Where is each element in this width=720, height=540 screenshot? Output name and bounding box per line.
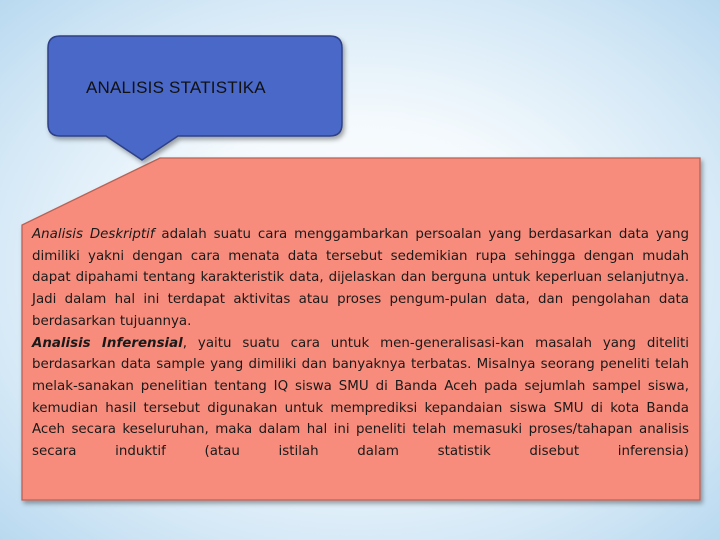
paragraph-inferential-body: , yaitu suatu cara untuk men-generalisasi-kan masalah yang diteliti berdasarkan data sample yang dimiliki dan banyaknya terbatas. Misalnya seorang peneliti telah melak-sanakan penelitian tentang IQ siswa SMU di Banda Aceh pada sejumlah sampel siswa, kemudian hasil tersebut digunakan untuk memprediksi kepandaian siswa SMU di kota Banda Aceh secara keseluruhan, maka dalam hal ini peneliti telah memasuki proses/tahapan analisis secara induktif (atau istilah dalam statistik disebut inferensia) bbox=[32, 335, 689, 460]
term-inferential: Analisis Inferensial bbox=[32, 335, 183, 351]
slide-title: ANALISIS STATISTIKA bbox=[86, 78, 266, 97]
term-descriptive: Analisis Deskriptif bbox=[32, 227, 155, 242]
paragraph-descriptive bbox=[32, 224, 689, 333]
content-text bbox=[32, 224, 689, 463]
paragraph-descriptive-body: adalah suatu cara menggambarkan persoalan yang berdasarkan data yang dimiliki yakni dengan cara menata data tersebut sedemikian rupa sehingga dengan mudah dapat dipahami tentang karakteristik data, dijelaskan dan berguna untuk keperluan selanjutnya. Jadi dalam hal ini terdapat aktivitas atau proses pengum-pulan data, dan pengolahan data berdasarkan tujuannya. bbox=[32, 227, 689, 329]
paragraph-inferential bbox=[32, 333, 689, 463]
